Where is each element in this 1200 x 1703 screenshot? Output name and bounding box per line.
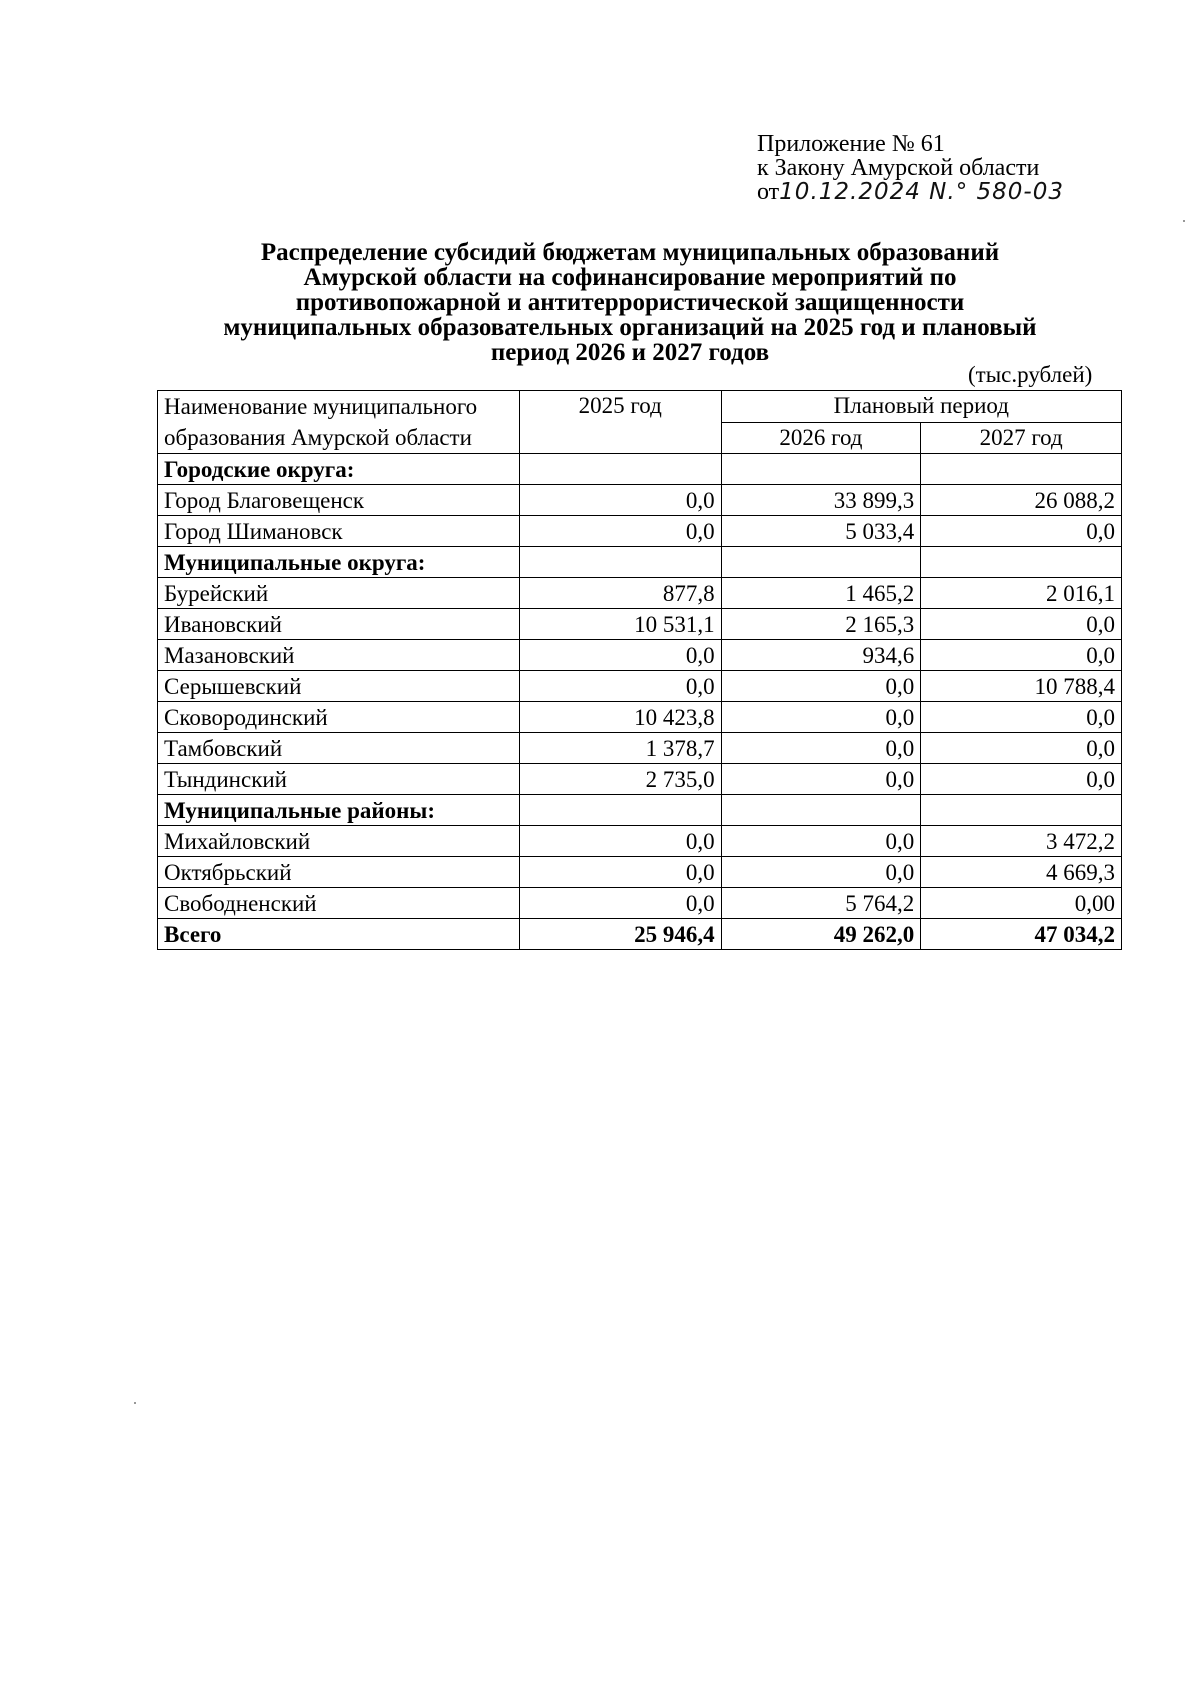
cell-2027: 26 088,2	[921, 485, 1122, 516]
scan-speck	[1183, 220, 1185, 222]
cell-2025	[519, 795, 721, 826]
column-header-2027: 2027 год	[921, 422, 1122, 454]
table-total-row	[158, 919, 1122, 950]
cell-name: Город Шимановск	[158, 516, 520, 547]
cell-2027: 0,0	[921, 609, 1122, 640]
cell-2025: 10 531,1	[519, 609, 721, 640]
table-row	[158, 671, 1122, 702]
table-row	[158, 826, 1122, 857]
cell-2026: 0,0	[721, 702, 921, 733]
table-group-row	[158, 547, 1122, 578]
cell-name: Октябрьский	[158, 857, 520, 888]
title-line: период 2026 и 2027 годов	[490, 339, 770, 366]
table-row	[158, 857, 1122, 888]
cell-2026	[721, 795, 921, 826]
table-row	[158, 733, 1122, 764]
table-row	[158, 702, 1122, 733]
handwritten-date-and-number: 10.12.2024 N.° 580-03	[779, 179, 1064, 205]
cell-2026: 0,0	[721, 826, 921, 857]
cell-name: Свободненский	[158, 888, 520, 919]
cell-2025	[519, 547, 721, 578]
cell-2027: 0,00	[921, 888, 1122, 919]
column-header-planning-period: Плановый период	[721, 391, 1121, 423]
table-header	[158, 391, 1122, 454]
cell-2026: 5 033,4	[721, 516, 921, 547]
column-header-name-line: образования Амурской области	[164, 425, 472, 450]
appendix-date-prefix: от	[757, 179, 780, 205]
cell-name: Всего	[158, 919, 520, 950]
cell-name: Михайловский	[158, 826, 520, 857]
table-row	[158, 516, 1122, 547]
cell-2026	[721, 454, 921, 485]
cell-name: Ивановский	[158, 609, 520, 640]
cell-2027: 2 016,1	[921, 578, 1122, 609]
cell-name: Городские округа:	[158, 454, 520, 485]
cell-2026: 49 262,0	[721, 919, 921, 950]
cell-2027: 0,0	[921, 733, 1122, 764]
appendix-number: Приложение № 61	[757, 131, 945, 157]
cell-2026: 0,0	[721, 733, 921, 764]
cell-2025: 0,0	[519, 485, 721, 516]
table-row	[158, 888, 1122, 919]
cell-2025: 0,0	[519, 640, 721, 671]
cell-2026: 0,0	[721, 671, 921, 702]
title-line: Распределение субсидий бюджетам муниципальных образований	[260, 239, 1000, 266]
cell-2027: 0,0	[921, 640, 1122, 671]
cell-name: Город Благовещенск	[158, 485, 520, 516]
cell-2026: 2 165,3	[721, 609, 921, 640]
cell-2025: 25 946,4	[519, 919, 721, 950]
cell-2026: 5 764,2	[721, 888, 921, 919]
cell-2027: 47 034,2	[921, 919, 1122, 950]
cell-2025: 0,0	[519, 826, 721, 857]
cell-2025: 1 378,7	[519, 733, 721, 764]
table-group-row	[158, 795, 1122, 826]
column-header-2025: 2025 год	[519, 391, 721, 454]
appendix-reference	[757, 132, 1064, 204]
cell-2026: 934,6	[721, 640, 921, 671]
table-body	[158, 454, 1122, 950]
cell-name: Серышевский	[158, 671, 520, 702]
cell-2027: 4 669,3	[921, 857, 1122, 888]
cell-name: Тамбовский	[158, 733, 520, 764]
table-group-row	[158, 454, 1122, 485]
cell-2027	[921, 454, 1122, 485]
subsidy-table	[157, 390, 1122, 950]
cell-2025: 0,0	[519, 888, 721, 919]
scan-speck	[134, 1402, 136, 1404]
cell-2025: 877,8	[519, 578, 721, 609]
table-row	[158, 764, 1122, 795]
cell-2027: 0,0	[921, 702, 1122, 733]
cell-2025	[519, 454, 721, 485]
cell-2026: 1 465,2	[721, 578, 921, 609]
unit-label: (тыс.рублей)	[968, 362, 1093, 387]
title-line: Амурской области на софинансирование мероприятий по	[303, 264, 957, 291]
column-header-2026: 2026 год	[721, 422, 921, 454]
cell-name: Мазановский	[158, 640, 520, 671]
cell-2027: 0,0	[921, 764, 1122, 795]
cell-2027: 0,0	[921, 516, 1122, 547]
column-header-name-line: Наименование муниципального	[164, 394, 478, 419]
cell-name: Тындинский	[158, 764, 520, 795]
cell-2025: 2 735,0	[519, 764, 721, 795]
document-title	[150, 240, 1110, 365]
table-row	[158, 578, 1122, 609]
cell-name: Муниципальные районы:	[158, 795, 520, 826]
cell-2026: 0,0	[721, 764, 921, 795]
cell-2026: 33 899,3	[721, 485, 921, 516]
cell-2026	[721, 547, 921, 578]
title-line: противопожарной и антитеррористической защищенности	[295, 289, 965, 316]
cell-2025: 10 423,8	[519, 702, 721, 733]
cell-2025: 0,0	[519, 857, 721, 888]
cell-2026: 0,0	[721, 857, 921, 888]
cell-2025: 0,0	[519, 516, 721, 547]
cell-2025: 0,0	[519, 671, 721, 702]
title-line: муниципальных образовательных организаций на 2025 год и плановый	[223, 314, 1037, 341]
cell-2027: 3 472,2	[921, 826, 1122, 857]
table-row	[158, 640, 1122, 671]
appendix-law-reference: к Закону Амурской области	[757, 155, 1040, 181]
cell-name: Муниципальные округа:	[158, 547, 520, 578]
cell-2027: 10 788,4	[921, 671, 1122, 702]
appendix-date-line	[757, 180, 1064, 204]
table-row	[158, 609, 1122, 640]
cell-2027	[921, 795, 1122, 826]
table-row	[158, 485, 1122, 516]
cell-name: Сковородинский	[158, 702, 520, 733]
cell-2027	[921, 547, 1122, 578]
cell-name: Бурейский	[158, 578, 520, 609]
column-header-name	[158, 391, 520, 454]
